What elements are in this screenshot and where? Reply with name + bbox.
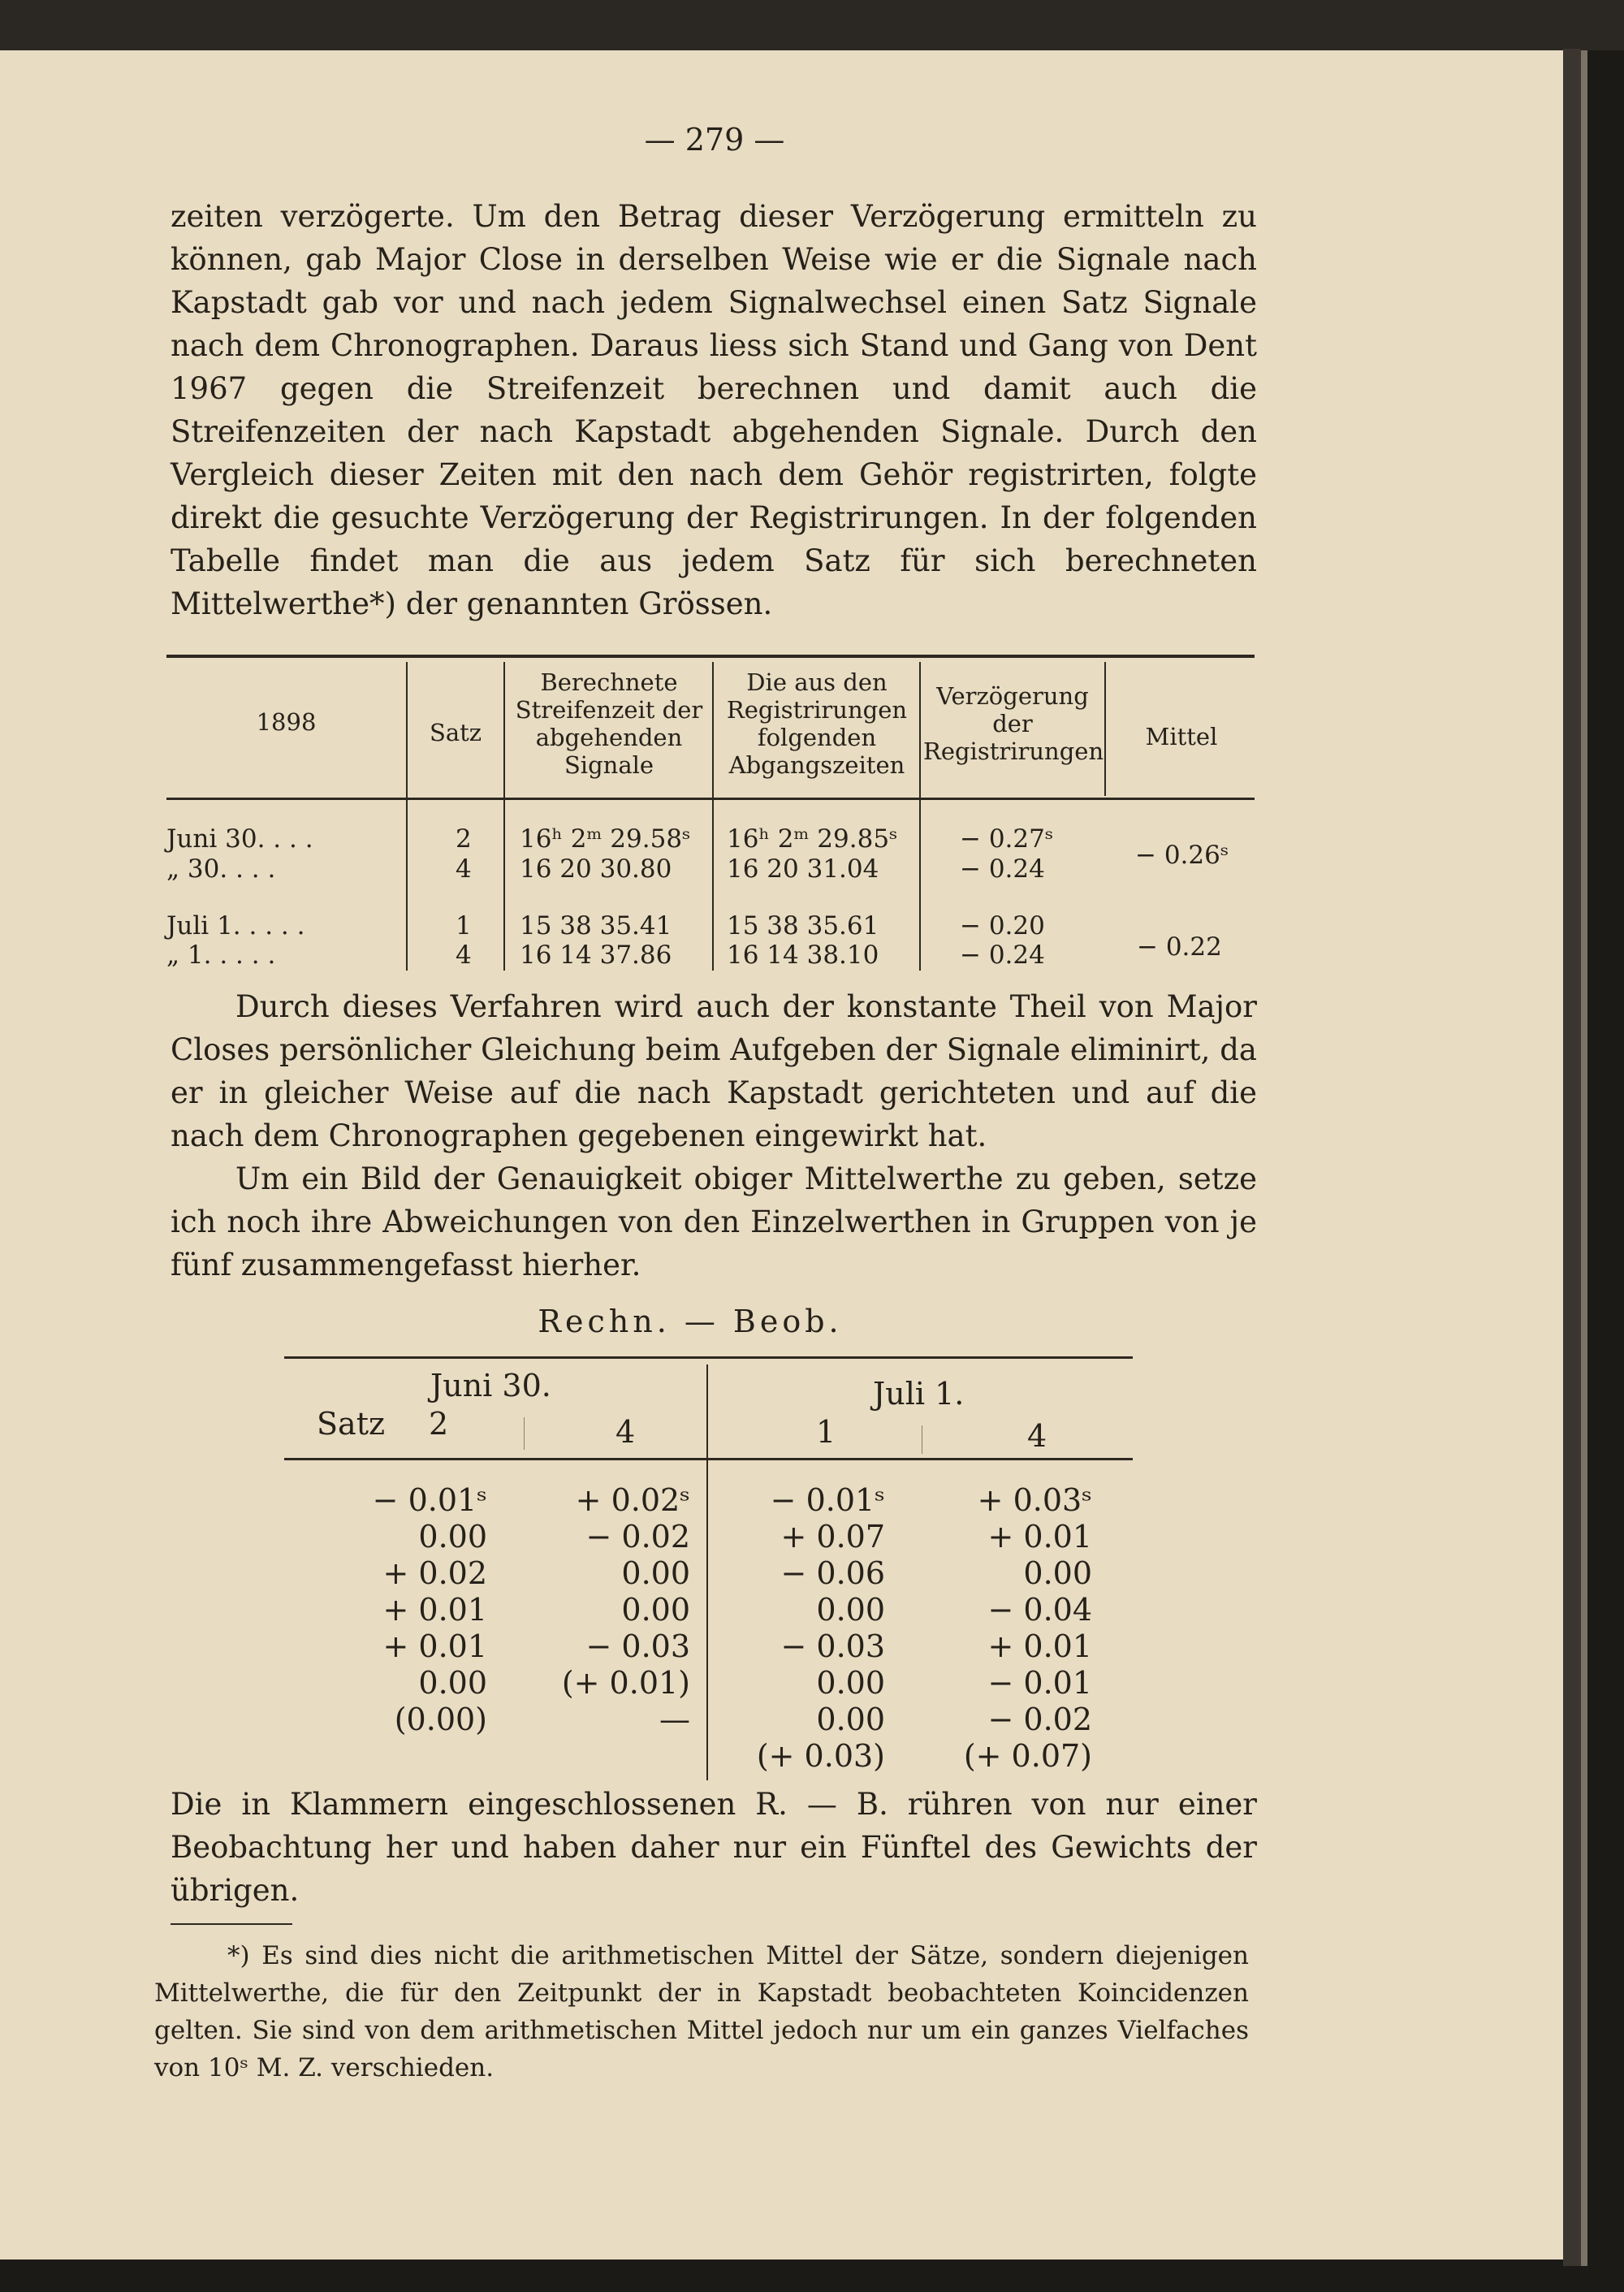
table1-header-rule — [166, 798, 1255, 800]
table2-value: (+ 0.07) — [963, 1738, 1092, 1774]
table1-mittel-juli: − 0.22 — [1137, 932, 1222, 962]
table2-group-date: Juni 30. — [430, 1368, 551, 1403]
table1-row-verzoegerung: − 0.24 — [960, 941, 1045, 970]
table2-value: − 0.04 — [987, 1592, 1092, 1628]
table2-value: (+ 0.01) — [561, 1665, 690, 1701]
table2-group-date: Juli 1. — [873, 1376, 965, 1412]
table1-row-satz: 4 — [456, 941, 472, 970]
table2-title: Rechn. — Beob. — [538, 1304, 843, 1339]
table2-value: − 0.01ˢ — [770, 1482, 885, 1518]
book-spine-edge-light — [1581, 50, 1587, 2266]
table2-value: + 0.02ˢ — [575, 1482, 690, 1518]
table2-value: + 0.01 — [382, 1628, 487, 1664]
table2-satz-number: 1 — [816, 1414, 836, 1450]
table2-value: − 0.06 — [780, 1555, 885, 1591]
table1-row-date: „ 30. . . . — [166, 854, 276, 884]
table1-row-date: Juli 1. . . . . — [166, 911, 305, 941]
table2-value: 0.00 — [1023, 1555, 1092, 1591]
table2-header-rule — [284, 1458, 1133, 1460]
table2-value: 0.00 — [816, 1665, 885, 1701]
table1-row-berechnet: 16 14 37.86 — [520, 941, 672, 970]
table1-row-date: „ 1. . . . . — [166, 941, 276, 970]
scan-top-border — [0, 0, 1624, 50]
table1-row-verzoegerung: − 0.24 — [960, 854, 1045, 884]
table2-satz-number: 2 — [429, 1406, 449, 1442]
table1-vline — [503, 662, 505, 971]
table1-row-abgang: 16 20 31.04 — [727, 854, 879, 884]
table1-row-verzoegerung: − 0.27ˢ — [960, 824, 1054, 854]
table1-header-berechnet: Berechnete Streifenzeit der abgehenden Signale — [515, 668, 703, 779]
table1-row-date: Juni 30. . . . — [166, 824, 313, 854]
table2-value: + 0.01 — [382, 1592, 487, 1628]
table2-satz-number: 4 — [615, 1414, 636, 1450]
paragraph-3 — [171, 1157, 1257, 1287]
table1-row-berechnet: 16 20 30.80 — [520, 854, 672, 884]
table1-row-berechnet: 16ʰ 2ᵐ 29.58ˢ — [520, 824, 691, 854]
paragraph-2-text: Durch dieses Verfahren wird auch der konstante Theil von Major Closes persönlicher Gleichung beim Aufgeben der Signale eliminirt, da er in gleicher Weise auf die nach Kapstadt gerichteten und auf die nach dem Chronographen gegebenen eingewirkt hat. — [171, 989, 1257, 1153]
table2-value: − 0.02 — [987, 1702, 1092, 1737]
table1-vline — [712, 662, 714, 971]
paragraph-1 — [171, 195, 1257, 625]
table2-value: (+ 0.03) — [756, 1738, 885, 1774]
table2-top-rule — [284, 1356, 1133, 1359]
table1-row-berechnet: 15 38 35.41 — [520, 911, 672, 941]
table2-value: 0.00 — [621, 1555, 690, 1591]
table1-row-abgang: 16 14 38.10 — [727, 941, 879, 970]
table1-header-year: 1898 — [256, 708, 317, 736]
table1-vline — [1104, 662, 1106, 796]
table2-value: 0.00 — [816, 1702, 885, 1737]
footnote — [154, 1937, 1249, 2087]
table2-value: + 0.01 — [987, 1519, 1092, 1555]
table2-value: − 0.03 — [585, 1628, 690, 1664]
table2-satz-number: 4 — [1027, 1418, 1047, 1454]
table2-satz-label: Satz — [317, 1406, 385, 1442]
table2-value: + 0.03ˢ — [977, 1482, 1092, 1518]
table1-header-mittel: Mittel — [1145, 723, 1218, 750]
table2-value: 0.00 — [816, 1592, 885, 1628]
table1-header-satz: Satz — [429, 719, 482, 746]
table1-row-satz: 4 — [456, 854, 472, 884]
table1-row-abgang: 15 38 35.61 — [727, 911, 879, 941]
table2-value: − 0.01ˢ — [372, 1482, 487, 1518]
book-spine-edge — [1563, 49, 1581, 2266]
table2-value: — — [659, 1702, 690, 1737]
table1-row-verzoegerung: − 0.20 — [960, 911, 1045, 941]
table2-value: + 0.02 — [382, 1555, 487, 1591]
table1-header-abgang: Die aus den Registrirungen folgenden Abgangszeiten — [726, 668, 908, 779]
table1-vline — [406, 662, 408, 971]
paragraph-4-text: Die in Klammern eingeschlossenen R. — B. rühren von nur einer Beobachtung her und haben daher nur ein Fünftel des Gewichts der übrigen. — [171, 1787, 1257, 1908]
footnote-rule — [171, 1923, 292, 1925]
table2-value: − 0.02 — [585, 1519, 690, 1555]
paragraph-4 — [171, 1783, 1257, 1912]
table1-header-verzoegerung: Verzögerung der Registrirungen — [923, 682, 1104, 765]
page-number: — 279 — — [644, 122, 785, 158]
table1-row-satz: 2 — [456, 824, 472, 854]
table2-vline-light — [524, 1417, 525, 1450]
table1-row-abgang: 16ʰ 2ᵐ 29.85ˢ — [727, 824, 898, 854]
table2-value: (0.00) — [394, 1702, 487, 1737]
table1-vline — [919, 662, 921, 971]
table2-value: 0.00 — [418, 1519, 487, 1555]
paragraph-1-text: zeiten verzögerte. Um den Betrag dieser Verzögerung ermitteln zu können, gab Major Close in derselben Weise wie er die Signale nach Kapstadt gab vor und nach jedem Signalwechsel einen Satz Signale nach dem Chronographen. Daraus liess sich Stand und Gang von Dent 1967 gegen die Streifenzeit berechnen und damit auch die Streifenzeiten der nach Kapstadt abgehenden Signale. Durch den Vergleich dieser Zeiten mit den nach dem Gehör registrirten, folgte direkt die gesuchte Verzögerung der Registrirungen. In der folgenden Tabelle findet man die aus jedem Satz für sich berechneten Mittelwerthe*) der genannten Grössen. — [171, 199, 1257, 621]
footnote-text: *) Es sind dies nicht die arithmetischen Mittel der Sätze, sondern diejenigen Mittelwerthe, die für den Zeitpunkt der in Kapstadt beobachteten Koincidenzen gelten. Sie sind von dem arithmetischen Mittel jedoch nur um ein ganzes Vielfaches von 10ˢ M. Z. verschieden. — [154, 1941, 1249, 2082]
table2-value: + 0.01 — [987, 1628, 1092, 1664]
table1-top-rule — [166, 655, 1255, 658]
table2-value: − 0.03 — [780, 1628, 885, 1664]
table1-row-satz: 1 — [456, 911, 472, 941]
table2-value: − 0.01 — [987, 1665, 1092, 1701]
table2-value: + 0.07 — [780, 1519, 885, 1555]
paragraph-2 — [171, 985, 1257, 1157]
table1-mittel-juni: − 0.26ˢ — [1135, 841, 1229, 870]
table2-value: 0.00 — [418, 1665, 487, 1701]
table2-value: 0.00 — [621, 1592, 690, 1628]
paragraph-3-text: Um ein Bild der Genauigkeit obiger Mittelwerthe zu geben, setze ich noch ihre Abweichungen von den Einzelwerthen in Gruppen von je fünf zusammengefasst hierher. — [171, 1161, 1257, 1282]
